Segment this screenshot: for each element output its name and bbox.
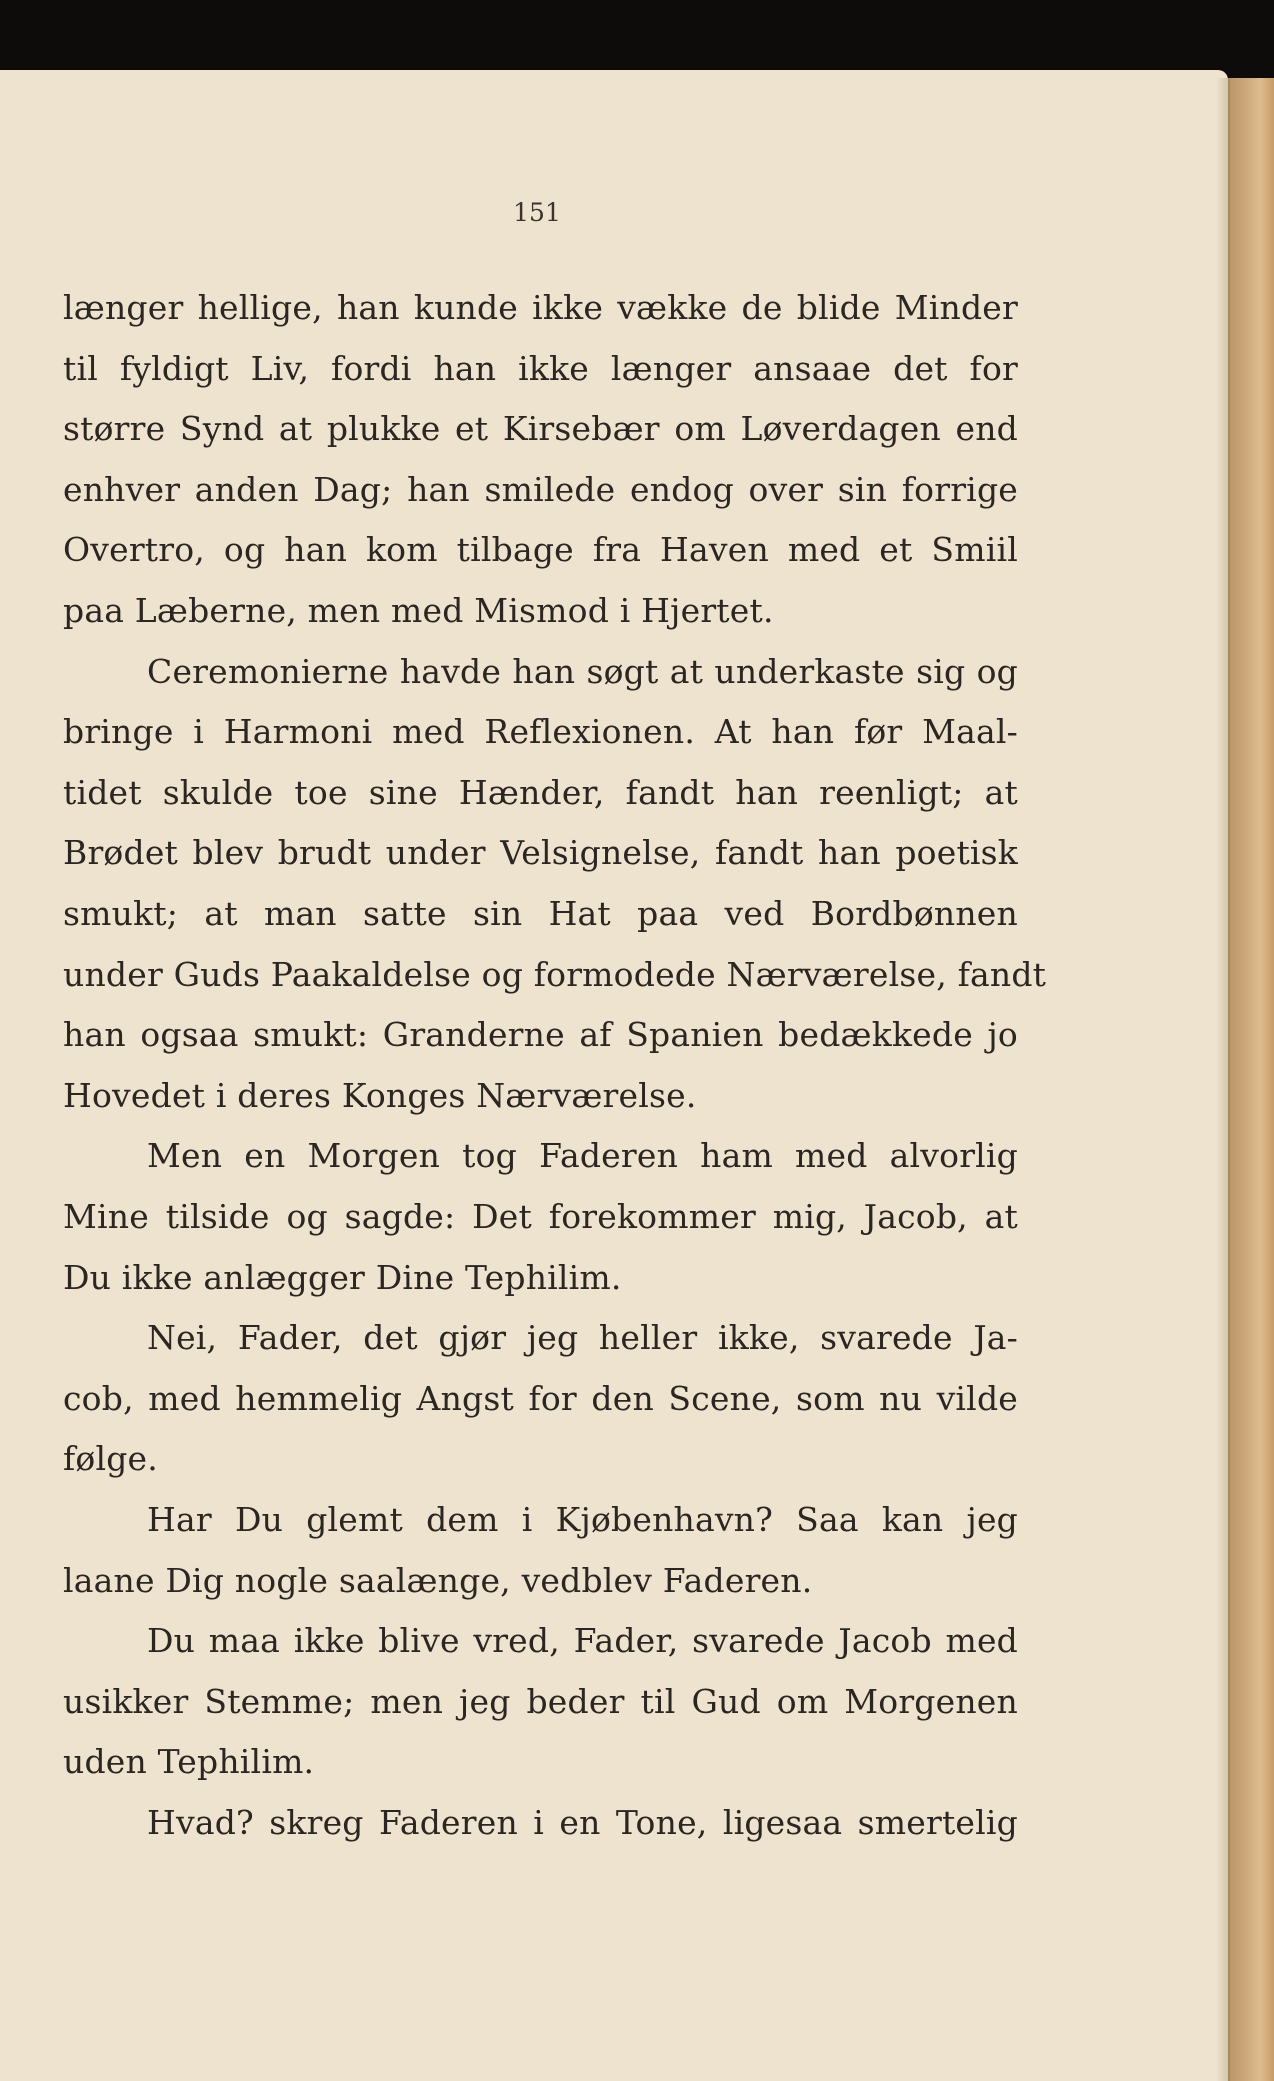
text-line: han ogsaa smukt: Granderne af Spanien bedækkede jo [63, 1015, 1018, 1054]
scan-top-band [0, 0, 1274, 78]
text-line: under Guds Paakaldelse og formodede Nærværelse, fandt [63, 955, 1047, 994]
text-line: Mine tilside og sagde: Det forekommer mig, Jacob, at [63, 1197, 1018, 1236]
page-number: 151 [513, 198, 561, 227]
text-line: bringe i Harmoni med Reflexionen. At han før Maal- [63, 712, 1018, 751]
text-line: Brødet blev brudt under Velsignelse, fandt han poetisk [63, 833, 1018, 872]
text-line: Har Du glemt dem i Kjøbenhavn? Saa kan jeg [147, 1500, 1018, 1539]
text-line: Men en Morgen tog Faderen ham med alvorlig [147, 1136, 1018, 1175]
text-line: Hvad? skreg Faderen i en Tone, ligesaa smertelig [147, 1803, 1018, 1842]
text-line: Du maa ikke blive vred, Fader, svarede Jacob med [147, 1621, 1018, 1660]
page-gutter-shadow [1216, 78, 1230, 2081]
text-line: større Synd at plukke et Kirsebær om Løverdagen end [63, 409, 1018, 448]
text-line: laane Dig nogle saalænge, vedblev Faderen. [63, 1561, 813, 1600]
text-line: Nei, Fader, det gjør jeg heller ikke, svarede Ja- [147, 1318, 1018, 1357]
text-line: uden Tephilim. [63, 1742, 315, 1781]
text-line: Hovedet i deres Konges Nærværelse. [63, 1076, 697, 1115]
text-line: enhver anden Dag; han smilede endog over sin forrige [63, 470, 1018, 509]
text-line: følge. [63, 1439, 158, 1478]
text-line: tidet skulde toe sine Hænder, fandt han reenligt; at [63, 773, 1018, 812]
text-line: paa Læberne, men med Mismod i Hjertet. [63, 591, 774, 630]
text-line: usikker Stemme; men jeg beder til Gud om Morgenen [63, 1682, 1018, 1721]
text-line: Ceremonierne havde han søgt at underkaste sig og [147, 652, 1018, 691]
text-line: cob, med hemmelig Angst for den Scene, som nu vilde [63, 1379, 1018, 1418]
text-line: til fyldigt Liv, fordi han ikke længer ansaae det for [63, 349, 1018, 388]
text-line: Du ikke anlægger Dine Tephilim. [63, 1258, 622, 1297]
text-line: længer hellige, han kunde ikke vække de blide Minder [63, 288, 1018, 327]
text-line: Overtro, og han kom tilbage fra Haven med et Smiil [63, 530, 1018, 569]
book-page-edge [1228, 78, 1274, 2081]
text-line: smukt; at man satte sin Hat paa ved Bordbønnen [63, 894, 1018, 933]
